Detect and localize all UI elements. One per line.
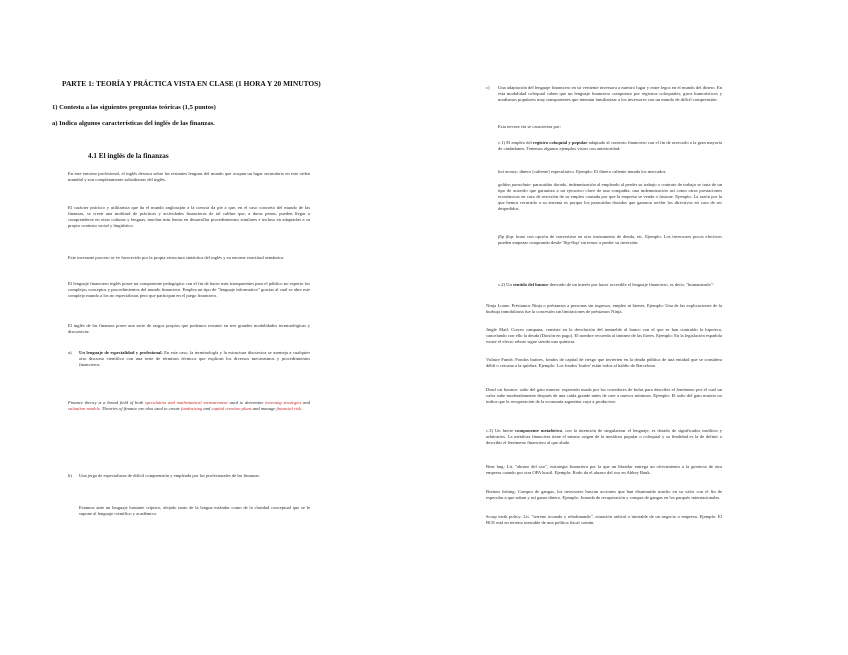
finance-example [68, 400, 310, 412]
example-highlight-4: fundraising [181, 405, 203, 411]
paragraph-3-text: Este incesante proceso se ve favorecido por la propia estructura sintáctica del inglés y su enorme exactitud semántica. [68, 255, 285, 260]
c1-rest: adaptado al contexto financiero con el fin de acercarlo a la gran mayoría de ciudadanos. Tenemos algunos ejemplos vistos con anterioridad: [498, 140, 722, 151]
item-a-lead: Un lenguaje de especialidad y profesional. [79, 350, 163, 355]
c2-example-jingle-mail: Jingle Mail: Correo campana, consiste en la devolución del inmueble al banco con el que se han contraído la hipoteca, cancelando con ello la deuda (Dación en pago). El nombre recuerda al tintineo de las llaves. Ejemplo: En la legislación española existe el efecto rebote sigue siendo una quimera. [486, 327, 722, 344]
example-highlight-1: speculation and mathematical measurement [145, 400, 228, 405]
paragraph-4: El lenguaje financiero inglés posee un componente pedagógico con el fin de hacer más transparentes para el público no experto los complejos conceptos y procedimientos del mundo financiero. Emplea un tipo de "lenguaje informativo" gracias al cual se abre este complejo mundo a los no especialistas pero que participan en el juego financiero. [68, 281, 310, 298]
example-highlight-2: investing strategies [265, 400, 302, 405]
paragraph-2: El carácter práctico y utilitarista que da el mundo anglosajón a la ciencia da pie a que, en el caso concreto del mundo de las finanzas, se creen una multitud de prácticas y actividades financieras de tal calibre que, a duras penas, pueden llegar a comprenderse en otras culturas y lenguas, muchas más lentas en desarrollar procedimientos similares e incluso en adaptarlas a su propio contexto social y lingüístico. [68, 205, 310, 228]
c1-example-hot-money [498, 169, 722, 175]
c1-bold: registro coloquial y popular [532, 140, 588, 145]
c1-ex1-text: : dinero [caliente] especulativo. Ejemplo: El dinero caliente inunda los mercados. [517, 169, 667, 174]
paragraph-6: Estamos ante un lenguaje bastante críptico, alejado tanto de la lengua estándar como de la claridad conceptual que se le supone al lenguaje científico y académico. [79, 505, 310, 516]
example-part-8: . Theories of finance are also used to create [99, 405, 182, 411]
c1-paragraph [498, 140, 722, 152]
c2-example-dead-cat-bounce: Dead cat bounce: salto del gato muerto: expresión usada por los corredores de bolsa para describir el fenómeno por el cual un valor sube moderadamente después de una caída grande antes de caer a nuevos mínimos. Ejemplo: El salto del gato muerto no indica que la recuperación de la economía argentina vaya a producirse. [486, 387, 722, 404]
paragraph-5: El inglés de las finanzas posee una serie de rasgos propios que podemos resumir en tres grandes modalidades terminológicas y discursivas: [68, 323, 310, 334]
paragraph-1: En este entorno profesional, el inglés destaca sobre las restantes lenguas del mundo que ocupan un lugar secundario en este orden mundial y son completamente subsidiarias del inglés. [68, 171, 310, 182]
example-highlight-5: capital creation plans [211, 405, 252, 411]
item-c: Una adaptación del lenguaje financiero en su vertiente inversora a nuestro lugar y entre legos en el mundo del dinero. En esta modalidad coloquial caben que un lenguaje financiero compuesto por registros coloquiales, giros humorísticos y modismos populares muy transparentes que intentan familiarizar a los inversores con un mundo de difícil comprensión. [498, 85, 722, 102]
intro-c: Esta tercera vía se caracteriza por: [498, 124, 561, 129]
right-page [424, 0, 848, 655]
question-heading: 1) Contesta a las siguientes preguntas teóricas (1,5 puntos) [52, 104, 216, 111]
c2-paragraph [498, 282, 722, 288]
paragraph-3 [68, 255, 310, 261]
example-part-4: used to determine [227, 400, 266, 405]
c1-ex3-text: : bono con opción de convertirse en otro instrumento de deuda, etc. Ejemplo: Los inversores pocos efectivos pueden empezar comprando desde 'flip-flop' sin temor a perder su inversión. [498, 234, 723, 245]
c1-example-golden-parachute [498, 182, 722, 212]
c2-example-ninja-loans: Ninja Loans: Préstamos Ninja o préstamos a personas sin ingresos, empleo ni bienes. Ejemplo: Una de las explicaciones de la burbuja inmobiliaria fue la concesión sin limitaciones de préstamos Ninja. [486, 303, 722, 314]
c2-example-vulture-funds: Vulture Funds: Fondos buitres, fondos de capital de riesgo que invierten en la deuda pública de una entidad que se considera débil o cercana a la quiebra. Ejemplo: Los fondos 'buitre' están todos al baldío de Barcelona. [486, 357, 722, 368]
subquestion-heading: a) Indica algunos características del inglés de las finanzas. [52, 120, 215, 127]
c1-ex1-term: hot money [498, 169, 518, 174]
c3-example-scorched-earth: Scorp earth policy: Lit. "terreno tocando y rebobinando", situación radical o inestable de un negocio o empresa. Ejemplo: El BCE está en terreno inestable de una política fiscal común. [486, 514, 722, 525]
example-highlight-3: valuation models [68, 405, 100, 411]
item-c-letter: c) [486, 85, 490, 90]
item-a-letter: a) [68, 350, 72, 355]
item-a-rest: En este caso, la terminología y la estructura discursiva se asemeja a cualquier otro discurso científico con una serie de términos técnicos que explican los diversos mecanismos y procedimientos financieros. [79, 350, 310, 367]
c2-lead: c.2) Un [498, 282, 513, 287]
example-part-14: . [300, 405, 303, 411]
item-a [79, 350, 310, 368]
example-part-1: Finance theory [68, 400, 97, 405]
c3-example-bear-hug: Bear hug: Lit. "abrazo del oso", estrategia financiera por la que un librador entrega un ofrecimiento a la gerencia de otra empresa cuando por otra OPA hostil. Ejemplo: Rodo da el abrazo del oso en Abbey Bank. [486, 464, 722, 475]
example-part-2: is a broad field of both [96, 400, 145, 405]
c2-rest: derivado de un interés por hacer accesible el lenguaje financiero, es decir, "humanizarlo": [548, 282, 715, 287]
c1-lead: c.1) El empleo del [498, 140, 533, 145]
c3-paragraph [486, 428, 722, 446]
c2-bold: sentido del humor [512, 282, 549, 287]
c1-ex3-term: flip flop [498, 234, 514, 239]
section-title: 4.1 El inglés de la finanzas [88, 152, 169, 160]
example-highlight-6: financial risk [276, 405, 301, 411]
c3-lead: c.3) Un fuerte [486, 428, 516, 433]
item-b-letter: b) [68, 473, 72, 478]
c3-example-bottom-fishing: Bottom fishing: Compra de gangas, los inversores buscan acciones que han disminuido mucho en su valor con el fin de especular a que suban y así ganar dinero. Ejemplo: Jornada de recuperación y compra de gangas en los parqués internacionales. [486, 489, 722, 500]
c1-example-flip-flop [498, 234, 722, 246]
part-title: PARTE 1: TEORÍA Y PRÁCTICA VISTA EN CLASE (1 HORA Y 20 MINUTOS) [62, 79, 321, 88]
c1-ex2-text: : paracaídas dorado, indemnización al empleado al perder su trabajo o contrato de trabajo se trata de un tipo de acuerdo que garantiza a un ejecutivo clave de una compañía, una indemnización así como otras prestaciones económicas en caso de rescisión de su empleo causada por que la empresa se venda o fusione. Ejemplo: La razón por la que hemos recurrido a su sistema es porque los paracaídas dorados que ganaron recibir los directivos en caso de ser despedidos. [498, 182, 722, 211]
c1-ex2-term: golden parachute [498, 182, 531, 187]
example-part-6: and [301, 400, 311, 405]
c3-bold: componente metafórico [515, 428, 562, 433]
example-part-10: and [202, 405, 212, 411]
item-b: Una jerga de especialistas de difícil comprensión y empleada por los profesionales de las finanzas. [79, 473, 260, 478]
example-part-12: and manage [251, 405, 277, 411]
c3-rest: , con la intención de singularizar el lenguaje, es dotado de significados insólitos y arbitrarios. La metáfora financiera tiene el mismo origen de la metáfora popular o coloquial y su finalidad es la de definir o describir el fenómeno financiero al que alude. [486, 428, 722, 445]
